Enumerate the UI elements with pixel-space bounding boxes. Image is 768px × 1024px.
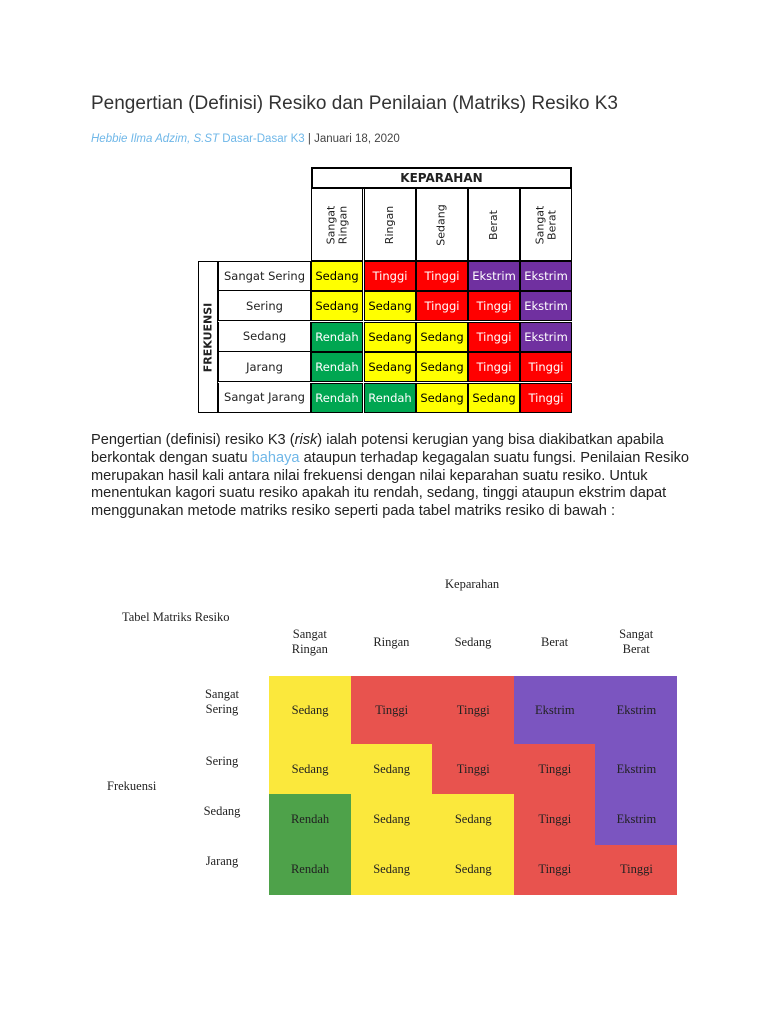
- severity-column-header: Sangat Ringan: [291, 627, 328, 656]
- risk-cell: Sedang: [351, 744, 433, 795]
- author-link[interactable]: Hebbie Ilma Adzim, S.ST: [91, 133, 220, 145]
- frequency-row-label: Sering: [218, 291, 311, 321]
- risk-cell: Sedang: [351, 794, 433, 845]
- severity-header: KEPARAHAN: [311, 167, 572, 189]
- bahaya-link[interactable]: bahaya: [251, 449, 300, 466]
- frequency-header: Frekuensi: [107, 779, 157, 793]
- frequency-row-label: Sangat Sering: [218, 261, 311, 291]
- risk-cell: Ekstrim: [595, 676, 677, 745]
- risk-cell: Tinggi: [364, 261, 416, 291]
- frequency-row-label: Sangat Jarang: [218, 383, 311, 413]
- risk-cell: Tinggi: [468, 291, 520, 321]
- risk-cell: Sedang: [364, 352, 416, 382]
- risk-cell: Rendah: [269, 794, 351, 845]
- risk-cell: Tinggi: [416, 291, 468, 321]
- severity-column-header: Sangat Ringan: [311, 189, 363, 261]
- risk-cell: Sedang: [416, 322, 468, 352]
- risk-cell: Tinggi: [514, 744, 596, 795]
- severity-column-header: Sedang: [454, 635, 492, 649]
- frequency-row-label: Sedang: [218, 322, 311, 352]
- risk-cell: Tinggi: [514, 794, 596, 845]
- frequency-row-label: Jarang: [205, 854, 239, 869]
- risk-cell: Rendah: [311, 352, 363, 382]
- risk-cell: Ekstrim: [520, 322, 572, 352]
- risk-cell: Sedang: [311, 261, 363, 291]
- article-paragraph: Pengertian (definisi) resiko K3 (risk) ialah potensi kerugian yang bisa diakibatkan apabila berkontak dengan suatu bahaya ataupun terhadap kegagalan suatu fungsi. Penilaian Resiko merupakan hasil kali antara nilai frekuensi dengan nilai keparahan suatu resiko. Untuk menentukan kagori suatu resiko apakah itu rendah, sedang, tinggi ataupun ekstrim dapat menggunakan metode matriks resiko seperti pada tabel matriks resiko di bawah :: [91, 432, 689, 520]
- risk-cell: Ekstrim: [520, 261, 572, 291]
- risk-cell: Tinggi: [416, 261, 468, 291]
- category-link[interactable]: Dasar-Dasar K3: [222, 133, 305, 145]
- risk-cell: Ekstrim: [514, 676, 596, 745]
- risk-cell: Tinggi: [432, 744, 514, 795]
- risk-cell: Tinggi: [595, 845, 677, 896]
- risk-cell: Sedang: [432, 845, 514, 896]
- risk-cell: Rendah: [311, 322, 363, 352]
- severity-column-header: Sangat Berat: [619, 627, 654, 656]
- frequency-row-label: Sering: [205, 753, 239, 768]
- severity-column-header: Berat: [541, 635, 569, 649]
- risk-cell: Tinggi: [351, 676, 433, 745]
- table-title: Tabel Matriks Resiko: [122, 610, 230, 624]
- page-title: Pengertian (Definisi) Resiko dan Penilaian (Matriks) Resiko K3: [91, 93, 618, 114]
- severity-header: Keparahan: [445, 577, 500, 591]
- severity-column-header: Berat: [468, 189, 520, 261]
- risk-cell: Tinggi: [520, 352, 572, 382]
- risk-cell: Sedang: [269, 676, 351, 745]
- severity-column-header: Sedang: [416, 189, 468, 261]
- frequency-row-label: Sangat Sering: [204, 687, 240, 716]
- severity-column-header: Ringan: [364, 189, 416, 261]
- risk-cell: Ekstrim: [520, 291, 572, 321]
- risk-cell: Tinggi: [468, 322, 520, 352]
- severity-column-header: Ringan: [373, 635, 410, 649]
- risk-cell: Sedang: [432, 794, 514, 845]
- risk-cell: Rendah: [311, 383, 363, 413]
- risk-cell: Sedang: [416, 352, 468, 382]
- risk-cell: Sedang: [364, 322, 416, 352]
- risk-cell: Tinggi: [432, 676, 514, 745]
- risk-cell: Sedang: [468, 383, 520, 413]
- article-meta: [91, 133, 400, 145]
- risk-cell: Tinggi: [468, 352, 520, 382]
- frequency-row-label: Jarang: [218, 352, 311, 382]
- risk-cell: Sedang: [364, 291, 416, 321]
- frequency-row-label: Sedang: [203, 803, 241, 818]
- frequency-header: FREKUENSI: [198, 261, 218, 413]
- risk-cell: Rendah: [269, 845, 351, 896]
- risk-cell: Tinggi: [514, 845, 596, 896]
- risk-cell: Rendah: [364, 383, 416, 413]
- risk-cell: Ekstrim: [595, 744, 677, 795]
- severity-column-header: Sangat Berat: [520, 189, 572, 261]
- risk-cell: Sedang: [269, 744, 351, 795]
- meta-separator: |: [307, 133, 311, 145]
- risk-cell: Sedang: [416, 383, 468, 413]
- risk-cell: Sedang: [311, 291, 363, 321]
- risk-cell: Sedang: [351, 845, 433, 896]
- post-date: Januari 18, 2020: [314, 133, 400, 145]
- risk-cell: Ekstrim: [468, 261, 520, 291]
- risk-cell: Tinggi: [520, 383, 572, 413]
- risk-cell: Ekstrim: [595, 794, 677, 845]
